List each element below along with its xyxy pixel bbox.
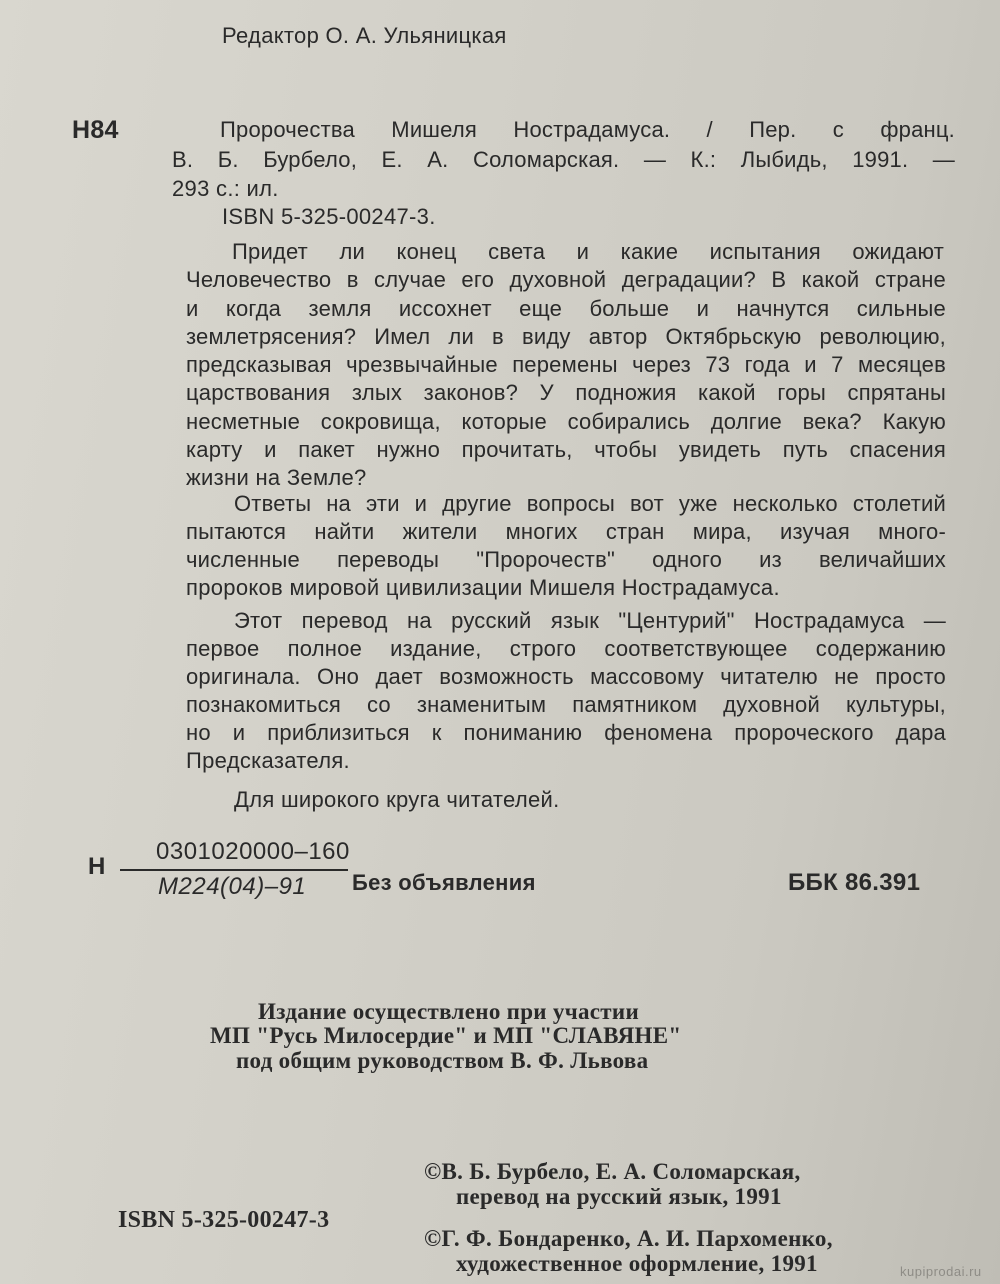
publishing-note-line: Издание осуществлено при участии bbox=[258, 999, 639, 1024]
paragraph-line: и когда земля иссохнет еще больше и начнутся сильные bbox=[186, 296, 946, 321]
no-ads-label: Без объявления bbox=[352, 870, 536, 895]
copyright-1-line-1: ©В. Б. Бурбело, Е. А. Соломарская, bbox=[424, 1159, 801, 1184]
paragraph-line: Этот перевод на русский язык "Центурий" Нострадамуса — bbox=[234, 608, 946, 633]
paragraph-line: царствования злых законов? У подножия какой горы спрятаны bbox=[186, 380, 946, 405]
paragraph-line: землетрясения? Имел ли в виду автор Октябрьскую революцию, bbox=[186, 324, 946, 349]
paragraph-line: несметные сокровища, которые собирались долгие века? Какую bbox=[186, 409, 946, 434]
fraction-line bbox=[120, 869, 348, 871]
catalog-letter: Н84 bbox=[72, 116, 119, 144]
site-watermark: kupiprodai.ru bbox=[900, 1264, 982, 1279]
biblio-line-2: В. Б. Бурбело, Е. А. Соломарская. — К.: Лыбидь, 1991. — bbox=[172, 147, 955, 172]
paragraph-line: первое полное издание, строго соответствующее содержанию bbox=[186, 636, 946, 661]
paragraph-line: оригинала. Оно дает возможность массовому читателю не просто bbox=[186, 664, 946, 689]
editor-line: Редактор О. А. Ульяницкая bbox=[222, 23, 507, 48]
paragraph-line: численные переводы "Пророчеств" одного из величайших bbox=[186, 547, 946, 572]
code-numerator: 0301020000–160 bbox=[156, 838, 350, 865]
code-letter: Н bbox=[88, 853, 106, 880]
paragraph-line: Человечество в случае его духовной деградации? В какой стране bbox=[186, 267, 946, 292]
audience-line: Для широкого круга читателей. bbox=[234, 787, 560, 812]
paragraph-line: пророков мировой цивилизации Мишеля Нострадамуса. bbox=[186, 575, 780, 600]
paragraph-line: познакомиться со знаменитым памятником духовной культуры, bbox=[186, 692, 946, 717]
paragraph-line: Придет ли конец света и какие испытания ожидают bbox=[232, 239, 944, 264]
biblio-line-3: 293 с.: ил. bbox=[172, 176, 279, 201]
copyright-2-line-1: ©Г. Ф. Бондаренко, А. И. Пархоменко, bbox=[424, 1226, 833, 1251]
biblio-line-1: Пророчества Мишеля Нострадамуса. / Пер. с франц. bbox=[220, 117, 955, 142]
code-denominator: М224(04)–91 bbox=[158, 873, 307, 900]
paragraph-line: Ответы на эти и другие вопросы вот уже несколько столетий bbox=[234, 491, 946, 516]
publishing-note-line: МП "Русь Милосердие" и МП "СЛАВЯНЕ" bbox=[210, 1023, 682, 1048]
paragraph-line: карту и пакет нужно прочитать, чтобы увидеть путь спасения bbox=[186, 437, 946, 462]
copyright-2-line-2: художественное оформление, 1991 bbox=[456, 1251, 818, 1276]
bbk-code: ББК 86.391 bbox=[788, 869, 921, 896]
paragraph-line: жизни на Земле? bbox=[186, 465, 367, 490]
copyright-1-line-2: перевод на русский язык, 1991 bbox=[456, 1184, 782, 1209]
isbn-bottom: ISBN 5-325-00247-3 bbox=[118, 1207, 330, 1233]
paragraph-line: но и приблизиться к пониманию феномена пророческого дара bbox=[186, 720, 946, 745]
paragraph-line: предсказывая чрезвычайные перемены через 73 года и 7 месяцев bbox=[186, 352, 946, 377]
publishing-note-line: под общим руководством В. Ф. Львова bbox=[236, 1048, 649, 1073]
biblio-isbn: ISBN 5-325-00247-3. bbox=[222, 204, 436, 229]
paragraph-line: Предсказателя. bbox=[186, 748, 350, 773]
paragraph-line: пытаются найти жители многих стран мира, изучая много- bbox=[186, 519, 946, 544]
